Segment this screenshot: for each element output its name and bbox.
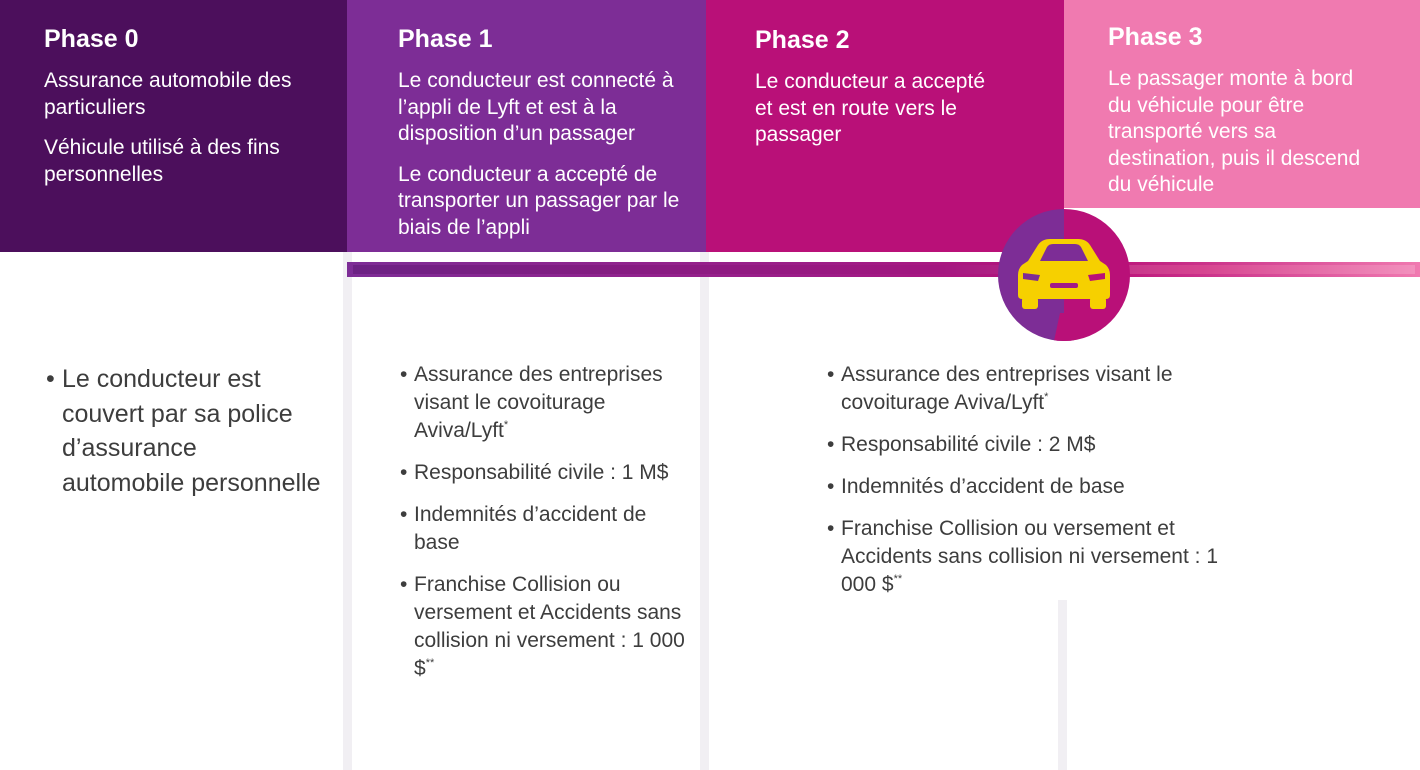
- phase-0-line-2: Véhicule utilisé à des fins personnelles: [44, 136, 280, 186]
- phase-1-panel: [347, 0, 706, 252]
- list-item: [400, 361, 690, 445]
- list-item: [827, 431, 1247, 459]
- phase-3-line-1: Le passager monte à bord du véhicule pour être transporté vers sa destination, puis il descend du véhicule: [1108, 67, 1361, 196]
- phase-2-title: Phase 2: [755, 26, 850, 54]
- phase-1-title: Phase 1: [398, 25, 493, 53]
- phase-2-panel: [706, 0, 1064, 252]
- phase-1-line-1: Le conducteur est connecté à l’appli de Lyft et est à la disposition d’un passager: [398, 69, 674, 145]
- phase-2-3-coverage-list: [827, 361, 1247, 613]
- phase-0-line-1: Assurance automobile des particuliers: [44, 69, 292, 119]
- phase-2-line-1: Le conducteur a accepté et est en route vers le passager: [755, 70, 985, 146]
- coverage-text: Indemnités d’accident de base: [841, 475, 1125, 498]
- column-divider-2: [700, 252, 709, 770]
- footnote-marker: **: [893, 573, 903, 585]
- phase-3-title: Phase 3: [1108, 23, 1203, 51]
- list-item: [400, 459, 690, 487]
- list-item: [400, 501, 690, 557]
- car-icon: [998, 209, 1130, 341]
- phase-0-panel: [0, 0, 347, 252]
- coverage-text: Responsabilité civile : 1 M$: [414, 461, 669, 484]
- coverage-text: Franchise Collision ou versement et Accidents sans collision ni versement : 1 000 $: [414, 573, 685, 680]
- coverage-text: Franchise Collision ou versement et Accidents sans collision ni versement : 1 000 $: [841, 517, 1219, 596]
- footnote-marker: *: [503, 419, 509, 431]
- phase-0-title: Phase 0: [44, 25, 139, 53]
- column-divider-1: [343, 252, 352, 770]
- coverage-text: Assurance des entreprises visant le covoiturage Aviva/Lyft: [414, 363, 663, 442]
- list-item: [827, 361, 1247, 417]
- coverage-text: Indemnités d’accident de base: [414, 503, 647, 554]
- list-item: [827, 473, 1247, 501]
- column-divider-3: [1058, 600, 1067, 770]
- list-item: [827, 515, 1247, 599]
- phase-1-coverage-list: [400, 361, 690, 697]
- list-item: [400, 571, 690, 683]
- phase-0-coverage-list: [46, 362, 326, 500]
- coverage-text: Responsabilité civile : 2 M$: [841, 433, 1096, 456]
- footnote-marker: *: [1044, 391, 1049, 403]
- phase-3-panel: [1064, 0, 1420, 208]
- coverage-text: Assurance des entreprises visant le covoiturage Aviva/Lyft: [841, 363, 1173, 414]
- phase-1-line-2: Le conducteur a accepté de transporter un passager par le biais de l’appli: [398, 162, 680, 239]
- footnote-marker: **: [425, 657, 435, 669]
- list-item: • Le conducteur est couvert par sa police d’assurance automobile personnelle: [46, 362, 326, 500]
- timeline-bar-inner: [353, 265, 1415, 274]
